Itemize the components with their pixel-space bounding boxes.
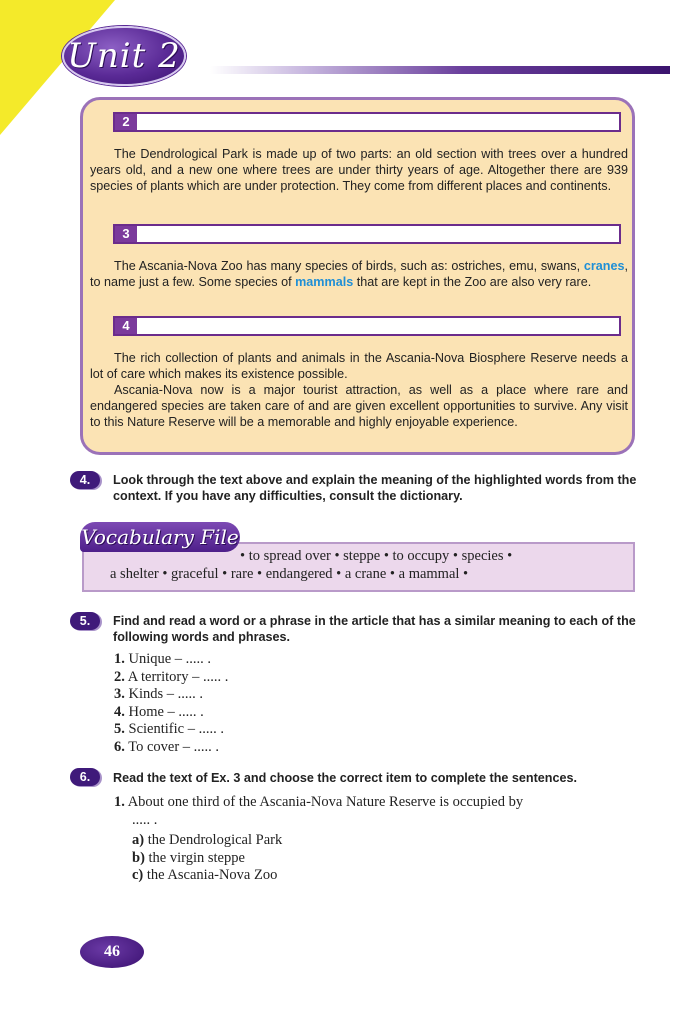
exercise-instruction: Look through the text above and explain the meaning of the highlighted words from the context. If you have any difficulties, consult the dictionary.: [113, 473, 637, 503]
question: [114, 794, 644, 829]
text-span: that are kept in the Zoo are also very rare.: [353, 275, 592, 289]
highlighted-word-mammals: mammals: [295, 275, 354, 289]
exercise-instruction: Find and read a word or a phrase in the article that has a similar meaning to each of the following words and phrases.: [113, 614, 636, 644]
highlighted-word-cranes: cranes: [583, 259, 625, 273]
question-text: About one third of the Ascania-Nova Nature Reserve is occupied by: [124, 794, 524, 810]
item-text: Scientific – ..... .: [124, 721, 224, 737]
exercise-number-badge: 5.: [70, 612, 100, 630]
option-text: the virgin steppe: [144, 849, 245, 866]
paragraph: Ascania-Nova now is a major tourist attraction, as well as a place where rare and endangered species are taken care of and are given excellent opportunities to survive. Any visit to this Nature Reserve will be a memorable and highly enjoyable experience.: [90, 383, 628, 429]
section-number: 3: [115, 226, 137, 242]
unit-badge: [62, 26, 186, 86]
vocabulary-line: a shelter • graceful • rare • endangered • a crane • a mammal •: [110, 566, 469, 582]
question-number: 1.: [114, 794, 125, 810]
item-text: Home – ..... .: [124, 703, 204, 720]
option-item: [132, 867, 282, 885]
paragraph: [90, 258, 628, 290]
item-number: 6.: [114, 738, 125, 755]
item-text: Unique – ..... .: [124, 651, 212, 667]
list-item: [114, 651, 228, 669]
item-text: To cover – ..... .: [124, 738, 220, 755]
item-number: 3.: [114, 686, 125, 702]
list-item: [114, 704, 228, 722]
section-number: 2: [115, 114, 137, 130]
options-list: [132, 832, 282, 885]
item-text: Kinds – ..... .: [124, 686, 204, 702]
answer-list: [114, 651, 228, 756]
list-item: [114, 739, 228, 757]
vocabulary-line: • to spread over • steppe • to occupy • species •: [240, 548, 513, 564]
item-number: 2.: [114, 668, 125, 685]
unit-title: Unit 2: [67, 36, 181, 76]
paragraph: The rich collection of plants and animals in the Ascania-Nova Biosphere Reserve needs a lot of care which makes its existence possible.: [90, 351, 628, 381]
paragraph: The Dendrological Park is made up of two parts: an old section with trees over a hundred years old, and a new one where trees are under thirty years of age. Altogether there are 939 species of plants which are under protection. They come from different places and continents.: [90, 147, 628, 193]
item-number: 4.: [114, 703, 125, 720]
item-number: 5.: [114, 721, 125, 737]
option-item: [132, 850, 282, 868]
option-letter: c): [132, 867, 144, 883]
option-letter: a): [132, 832, 145, 848]
item-number: 1.: [114, 651, 125, 667]
reading-text-box: [80, 97, 635, 455]
item-text: A territory – ..... .: [124, 668, 229, 685]
option-text: the Ascania-Nova Zoo: [143, 867, 278, 883]
section-heading-bar: [113, 224, 621, 244]
question-continuation: ..... .: [132, 811, 158, 828]
option-text: the Dendrological Park: [144, 832, 283, 848]
exercise-number-badge: 6.: [70, 768, 100, 786]
section-heading-bar: [113, 316, 621, 336]
list-item: [114, 721, 228, 739]
option-item: [132, 832, 282, 850]
text-span: , to name just a few. Some species of: [90, 259, 629, 289]
vocabulary-title: Vocabulary File: [81, 525, 239, 549]
list-item: [114, 669, 228, 687]
section-number: 4: [115, 318, 137, 334]
option-letter: b): [132, 849, 145, 866]
list-item: [114, 686, 228, 704]
section-heading-bar: [113, 112, 621, 132]
exercise-number-badge: 4.: [70, 471, 100, 489]
page-number-badge: [80, 936, 144, 968]
page-number: 46: [104, 943, 120, 960]
vocabulary-label: [80, 522, 240, 552]
exercise-instruction: Read the text of Ex. 3 and choose the correct item to complete the sentences.: [113, 771, 577, 785]
text-span: The Ascania-Nova Zoo has many species of birds, such as: ostriches, emu, swans,: [114, 259, 581, 273]
header-bar: [210, 66, 670, 74]
